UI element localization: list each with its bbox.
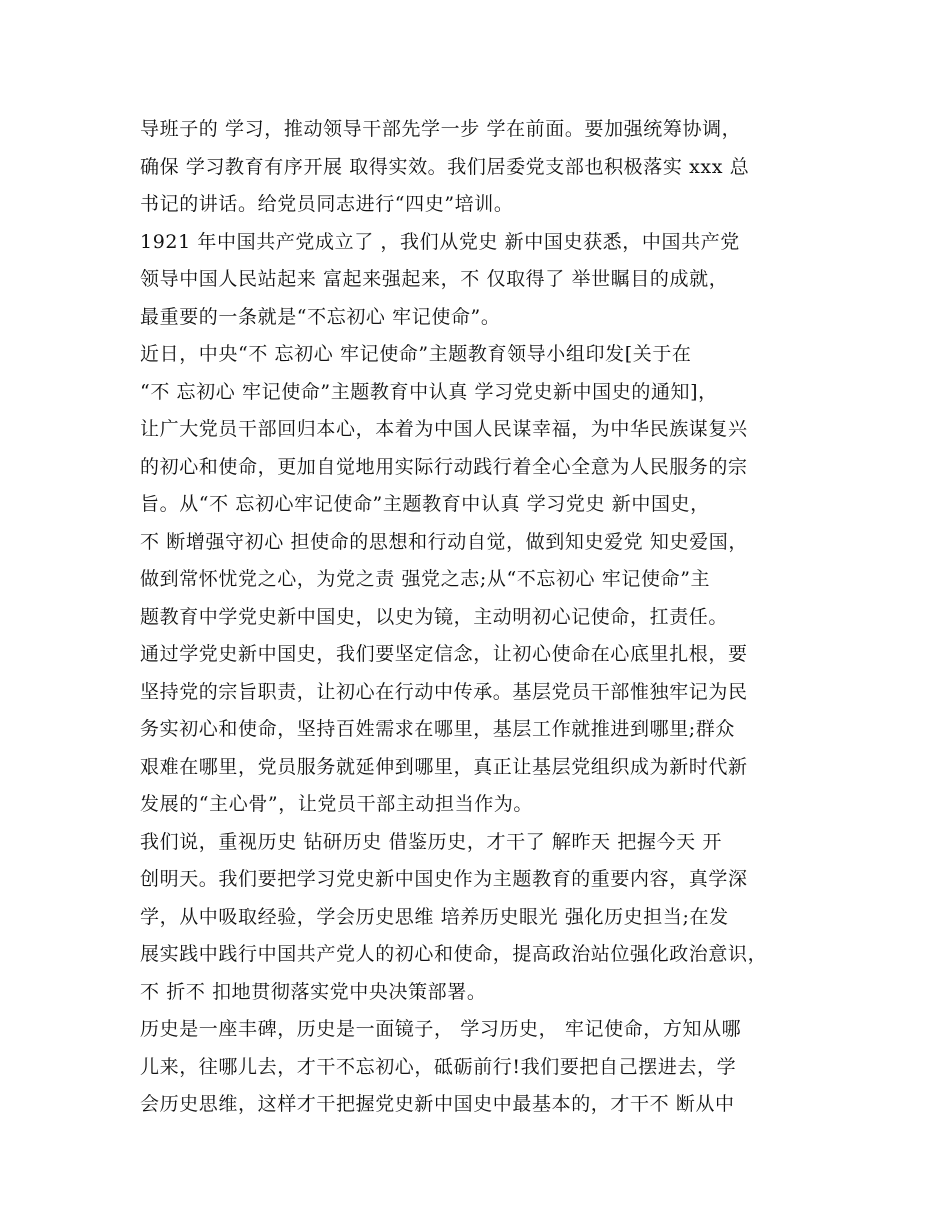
text-line: 发展的“主心骨”，让党员干部主动担当作为。: [140, 793, 534, 815]
text-line: 儿来，往哪儿去，才干不忘初心，砥砺前行!我们要把自己摆进去，学: [140, 1055, 737, 1078]
text-line: 近日，中央“不 忘初心 牢记使命”主题教育领导小组印发[关于在: [140, 343, 692, 365]
text-line: 坚持党的宗旨职责，让初心在行动中传承。基层党员干部惟独牢记为民: [140, 680, 748, 703]
text-line: 的初心和使命，更加自觉地用实际行动践行着全心全意为人民服务的宗: [140, 455, 748, 478]
text-line: 历史是一座丰碑，历史是一面镜子， 学习历史， 牢记使命，方知从哪: [140, 1018, 742, 1040]
text-line: 题教育中学党史新中国史，以史为镜，主动明初心记使命，扛责任。: [140, 605, 729, 628]
text-line: 旨。从“不 忘初心牢记使命”主题教育中认真 学习党史 新中国史，: [140, 493, 710, 515]
paragraph-5: [140, 824, 840, 1012]
paragraph-2: [140, 224, 840, 337]
text-line: 领导中国人民站起来 富起来强起来，不 仅取得了 举世瞩目的成就，: [140, 268, 729, 290]
text-line: 不 断增强守初心 担使命的思想和行动自觉，做到知史爱党 知史爱国，: [140, 530, 748, 553]
text-line: 最重要的一条就是“不忘初心 牢记使命”。: [140, 305, 501, 328]
text-line: 做到常怀忧党之心，为党之责 强党之志;从“不忘初心 牢记使命”主: [140, 568, 711, 590]
text-line: 导班子的 学习，推动领导干部先学一步 学在前面。要加强统筹协调，: [140, 118, 742, 140]
document-body: [140, 111, 840, 1124]
paragraph-6: [140, 1011, 840, 1124]
text-line: 会历史思维，这样才干把握党史新中国史中最基本的，才干不 断从中: [140, 1093, 735, 1115]
text-line: 通过学党史新中国史，我们要坚定信念，让初心使命在心底里扎根，要: [140, 643, 748, 665]
text-line: 务实初心和使命，坚持百姓需求在哪里，基层工作就推进到哪里;群众: [140, 718, 736, 740]
text-line: 创明天。我们要把学习党史新中国史作为主题教育的重要内容，真学深: [140, 868, 748, 890]
text-line: 不 折不 扣地贯彻落实党中央决策部署。: [140, 980, 487, 1003]
text-line: 艰难在哪里，党员服务就延伸到哪里，真正让基层党组织成为新时代新: [140, 755, 748, 778]
paragraph-4: [140, 636, 840, 824]
text-line: 1921 年中国共产党成立了 ，我们从党史 新中国史获悉，中国共产党: [140, 230, 740, 253]
text-line: 学，从中吸取经验，学会历史思维 培养历史眼光 强化历史担当;在发: [140, 905, 729, 928]
text-line: 让广大党员干部回归本心，本着为中国人民谋幸福，为中华民族谋复兴: [140, 418, 748, 440]
text-line: 展实践中践行中国共产党人的初心和使命，提高政治站位强化政治意识，: [140, 943, 768, 965]
text-line: 我们说，重视历史 钻研历史 借鉴历史，才干了 解昨天 把握今天 开: [140, 830, 722, 853]
paragraph-3: [140, 336, 840, 636]
text-line: 确保 学习教育有序开展 取得实效。我们居委党支部也积极落实 xxx 总: [140, 155, 750, 178]
paragraph-1: [140, 111, 840, 224]
text-line: 书记的讲话。给党员同志进行“四史”培训。: [140, 193, 514, 215]
text-line: “不 忘初心 牢记使命”主题教育中认真 学习党史新中国史的通知]，: [140, 380, 718, 403]
